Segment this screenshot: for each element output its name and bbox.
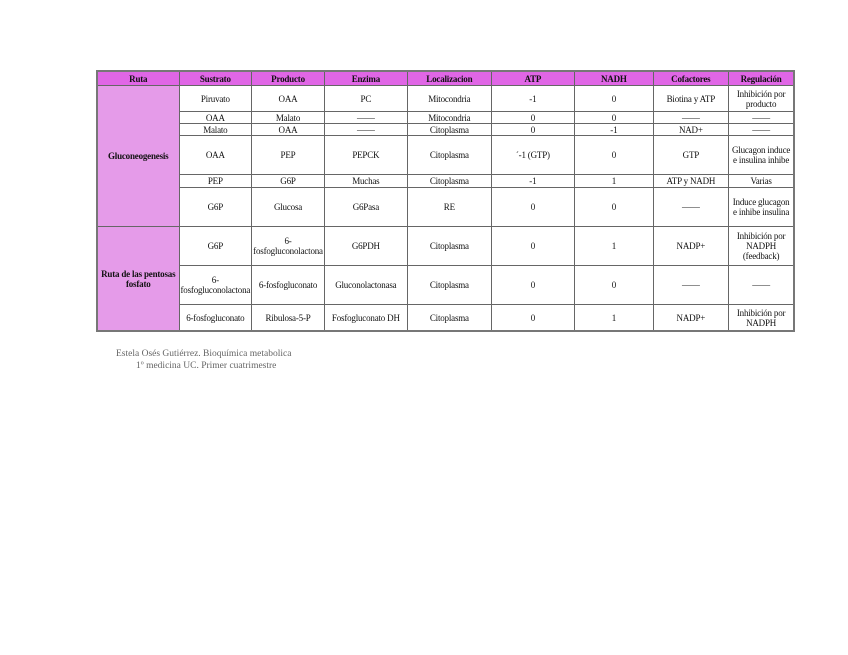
table-cell[interactable]: NADP+ (653, 227, 728, 266)
table-cell[interactable]: 1 (574, 227, 653, 266)
table-cell[interactable]: 1 (574, 175, 653, 188)
table-cell[interactable]: 0 (574, 112, 653, 124)
table-cell[interactable]: ´-1 (GTP) (491, 136, 574, 175)
table-cell[interactable]: —— (653, 112, 728, 124)
table-cell[interactable]: NAD+ (653, 124, 728, 136)
header-cell[interactable]: NADH (574, 71, 653, 86)
table-cell[interactable]: Citoplasma (407, 266, 491, 305)
table-cell[interactable]: OAA (252, 124, 325, 136)
table-row (97, 124, 794, 136)
header-cell[interactable]: ATP (491, 71, 574, 86)
table-cell[interactable]: —— (324, 124, 407, 136)
table-cell[interactable]: RE (407, 188, 491, 227)
table-cell[interactable]: Biotina y ATP (653, 86, 728, 112)
table-cell[interactable]: -1 (574, 124, 653, 136)
footer-course-line: 1º medicina UC. Primer cuatrimestre (136, 361, 277, 371)
table-cell[interactable]: G6Pasa (324, 188, 407, 227)
table-cell[interactable]: NADP+ (653, 305, 728, 332)
table-cell[interactable]: Citoplasma (407, 305, 491, 332)
table-cell[interactable]: Inhibición por NADPH (feedback) (728, 227, 794, 266)
table-cell[interactable]: Muchas (324, 175, 407, 188)
table-cell[interactable]: 0 (491, 227, 574, 266)
table-cell[interactable]: 6-fosfogluconolactona (252, 227, 325, 266)
table-row (97, 112, 794, 124)
header-cell[interactable]: Ruta (97, 71, 179, 86)
table-cell[interactable]: 0 (491, 266, 574, 305)
table-cell[interactable]: -1 (491, 175, 574, 188)
header-cell[interactable]: Regulación (728, 71, 794, 86)
table-cell[interactable]: —— (728, 112, 794, 124)
table-cell[interactable]: —— (728, 124, 794, 136)
header-cell[interactable]: Producto (252, 71, 325, 86)
table-cell[interactable]: G6PDH (324, 227, 407, 266)
header-cell[interactable]: Localizacion (407, 71, 491, 86)
table-cell[interactable]: 0 (574, 86, 653, 112)
table-cell[interactable]: 0 (491, 112, 574, 124)
table-cell[interactable]: Inhibición por producto (728, 86, 794, 112)
table-cell[interactable]: G6P (179, 227, 252, 266)
table-cell[interactable]: Glucosa (252, 188, 325, 227)
table-cell[interactable]: Glucagon induce e insulina inhibe (728, 136, 794, 175)
footer-author-line: Estela Osés Gutiérrez. Bioquímica metabolica (116, 349, 292, 359)
table-row (97, 188, 794, 227)
table-cell[interactable]: OAA (179, 112, 252, 124)
table-cell[interactable]: Piruvato (179, 86, 252, 112)
table-cell[interactable]: PEPCK (324, 136, 407, 175)
table-cell[interactable]: —— (324, 112, 407, 124)
table-cell[interactable]: Citoplasma (407, 136, 491, 175)
header-row (97, 71, 794, 86)
table-cell[interactable]: Malato (179, 124, 252, 136)
table-row (97, 86, 794, 112)
table-cell[interactable]: PC (324, 86, 407, 112)
table-cell[interactable]: Induce glucagon e inhibe insulina (728, 188, 794, 227)
table-cell[interactable]: G6P (179, 188, 252, 227)
table-cell[interactable]: 0 (574, 136, 653, 175)
table-row (97, 227, 794, 266)
group-cell-pentose-phosphate[interactable]: Ruta de las pentosas fosfato (97, 227, 179, 332)
table-cell[interactable]: Citoplasma (407, 227, 491, 266)
table-cell[interactable]: Inhibición por NADPH (728, 305, 794, 332)
table-cell[interactable]: 0 (574, 188, 653, 227)
table-cell[interactable]: ATP y NADH (653, 175, 728, 188)
table-cell[interactable]: Ribulosa-5-P (252, 305, 325, 332)
table-row (97, 136, 794, 175)
table-cell[interactable]: OAA (179, 136, 252, 175)
table-cell[interactable]: Malato (252, 112, 325, 124)
table-cell[interactable]: Varias (728, 175, 794, 188)
table-cell[interactable]: -1 (491, 86, 574, 112)
header-cell[interactable]: Sustrato (179, 71, 252, 86)
table-cell[interactable]: Fosfogluconato DH (324, 305, 407, 332)
table-cell[interactable]: Mitocondria (407, 86, 491, 112)
table-cell[interactable]: Citoplasma (407, 124, 491, 136)
table-cell[interactable]: Mitocondria (407, 112, 491, 124)
header-cell[interactable]: Enzima (324, 71, 407, 86)
table-cell[interactable]: —— (653, 188, 728, 227)
table-cell[interactable]: PEP (179, 175, 252, 188)
table-cell[interactable]: 0 (491, 188, 574, 227)
table-cell[interactable]: —— (728, 266, 794, 305)
table-cell[interactable]: 0 (574, 266, 653, 305)
metabolism-table (96, 70, 795, 332)
table-cell[interactable]: 0 (491, 124, 574, 136)
table-cell[interactable]: —— (653, 266, 728, 305)
table-cell[interactable]: 1 (574, 305, 653, 332)
header-cell[interactable]: Cofactores (653, 71, 728, 86)
table-cell[interactable]: GTP (653, 136, 728, 175)
table-row (97, 305, 794, 332)
table-cell[interactable]: Citoplasma (407, 175, 491, 188)
table-row (97, 175, 794, 188)
table-cell[interactable]: 0 (491, 305, 574, 332)
table-cell[interactable]: 6-fosfogluconato (179, 305, 252, 332)
table-cell[interactable]: 6-fosfogluconato (252, 266, 325, 305)
table-cell[interactable]: OAA (252, 86, 325, 112)
footer-note (116, 348, 291, 372)
table-cell[interactable]: PEP (252, 136, 325, 175)
table-row (97, 266, 794, 305)
table-cell[interactable]: 6-fosfogluconolactona (179, 266, 252, 305)
group-cell-gluconeogenesis[interactable]: Gluconeogenesis (97, 86, 179, 227)
table-cell[interactable]: G6P (252, 175, 325, 188)
table-cell[interactable]: Gluconolactonasa (324, 266, 407, 305)
spreadsheet-area (96, 70, 795, 332)
